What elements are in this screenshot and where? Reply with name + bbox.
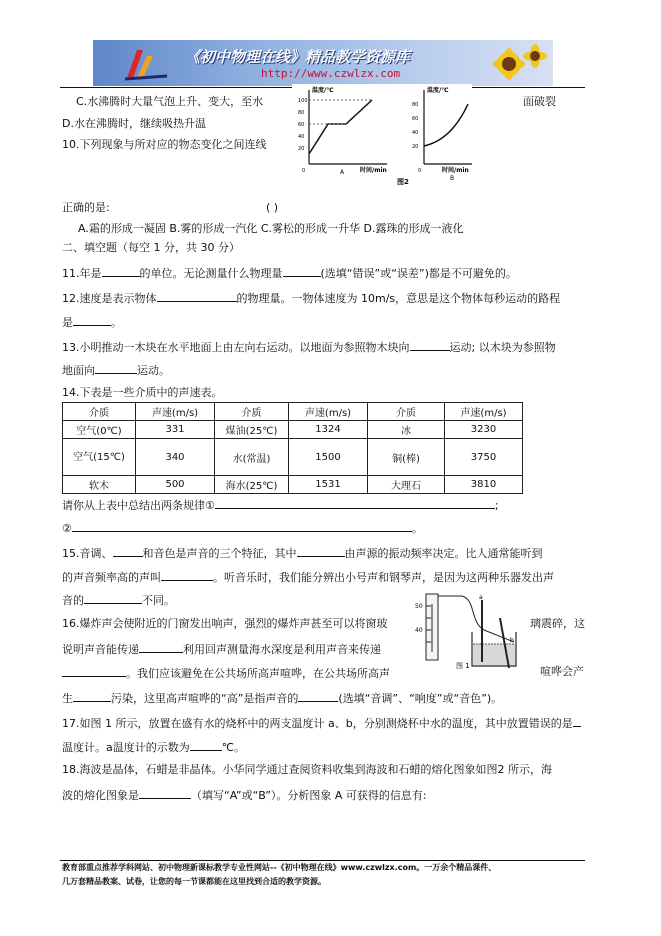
q10-stem: 10.下列现象与所对应的物态变化之间连线 (62, 138, 267, 151)
q13-line-1 (62, 339, 556, 355)
q15-line-3 (62, 592, 175, 608)
q12-blank-2[interactable] (73, 314, 111, 326)
table-cell: 大理石 (368, 476, 445, 494)
q15-blank-2[interactable] (297, 545, 345, 557)
q14-stem: 14.下表是一些介质中的声速表。 (62, 386, 223, 399)
q16-text-5: 生 (62, 692, 73, 705)
table-cell: 1500 (289, 439, 368, 476)
q15-text-1: 15.音调、 (62, 547, 113, 560)
table-row (63, 421, 523, 439)
fig2-right-ytick: 20 (412, 144, 419, 150)
table-row (63, 439, 523, 476)
table-cell: 煤油(25℃) (215, 421, 289, 439)
q11-text-2: 的单位。无论测量什么物理量 (139, 267, 283, 280)
table-cell: 冰 (368, 421, 445, 439)
table-row (63, 476, 523, 494)
q18-line-2 (62, 787, 427, 803)
fig2-right-xlabel: 时间/min (442, 167, 469, 174)
q18-blank-1[interactable] (139, 787, 191, 799)
table-cell: 海水(25℃) (215, 476, 289, 494)
q11-text-1: 11.年是 (62, 267, 102, 280)
logo-icon (123, 46, 169, 82)
q14-rule-2-marker: ② (62, 522, 72, 535)
table-header-cell: 介质 (63, 403, 136, 421)
fig2-right-label: B (450, 175, 455, 182)
q16-text-3: 利用回声测量海水深度是利用声音来传递 (183, 643, 381, 656)
q11-text-3: (选填“错误”或“误差”)都是不可避免的。 (320, 267, 517, 280)
q14-rule-2-end: 。 (411, 522, 423, 535)
sound-speed-table (62, 402, 523, 494)
fig1-probe-a: a (479, 594, 483, 601)
q12-text-3: 是 (62, 316, 73, 329)
q15-line-1 (62, 545, 543, 561)
table-header-cell: 声速(m/s) (289, 403, 368, 421)
q17-text-1: 17.如图 1 所示，放置在盛有水的烧杯中的两支温度计 a、b，分别测烧杯中水的温度，其中放置错误的是 (62, 717, 573, 730)
q11-blank-2[interactable] (283, 265, 321, 277)
q17-line-2 (62, 739, 245, 755)
q16-text-2: 说明声音能传递 (62, 643, 139, 656)
q16-line-2 (62, 641, 381, 657)
q18-text-2: 波的熔化图象是 (62, 789, 139, 802)
table-cell: 340 (136, 439, 215, 476)
table-cell: 3750 (445, 439, 523, 476)
q16-text-4: 。我们应该避免在公共场所高声喧哗，在公共场所高声 (126, 667, 390, 680)
fig2-right-ytick: 80 (412, 102, 419, 108)
table-cell: 软木 (63, 476, 136, 494)
q16-line-3-tail: 喧哗会产 (540, 665, 584, 678)
q9-option-c-tail: 面破裂 (523, 95, 556, 108)
q15-line-2 (62, 569, 554, 585)
figure-1-beaker-thermometers (412, 592, 524, 670)
fig2-left-ytick: 60 (298, 122, 305, 128)
q16-text-7: (选填“音调”、“响度”或“音色”)。 (338, 692, 503, 705)
q16-line-4 (62, 690, 502, 706)
table-cell: 331 (136, 421, 215, 439)
q14-rule-prompt: 请你从上表中总结出两条规律① (62, 499, 215, 512)
q12-line-2 (62, 314, 122, 330)
footer-rule (60, 860, 585, 861)
q15-blank-1[interactable] (113, 545, 143, 557)
q14-rule-2-blank[interactable] (72, 520, 412, 532)
table-cell: 500 (136, 476, 215, 494)
q15-text-7: 不同。 (142, 594, 175, 607)
fig1-caption: 图 1 (456, 662, 470, 670)
q16-blank-3[interactable] (73, 690, 111, 702)
fig2-left-ylabel: 温度/℃ (312, 87, 334, 94)
q15-text-6: 音的 (62, 594, 84, 607)
q16-line-3 (62, 665, 390, 681)
q13-blank-1[interactable] (410, 339, 450, 351)
q10-answer-paren: ( ) (266, 201, 279, 214)
table-cell: 铜(棒) (368, 439, 445, 476)
q11 (62, 265, 517, 281)
table-header-cell: 声速(m/s) (445, 403, 523, 421)
q15-text-2: 和音色是声音的三个特征，其中 (142, 547, 297, 560)
q16-blank-4[interactable] (298, 690, 338, 702)
q16-blank-2[interactable] (62, 665, 126, 677)
q15-blank-3[interactable] (161, 569, 213, 581)
table-cell: 1531 (289, 476, 368, 494)
table-header-cell: 介质 (215, 403, 289, 421)
q11-blank-1[interactable] (102, 265, 140, 277)
q15-text-3: 由声源的振动频率决定。比人通常能听到 (344, 547, 543, 560)
q15-text-4: 的声音频率高的声叫 (62, 571, 161, 584)
q13-text-3: 地面向 (62, 364, 95, 377)
fig2-left-label: A (340, 169, 345, 176)
fig2-left-ytick: 40 (298, 134, 305, 140)
q17-line-1 (62, 715, 581, 731)
q17-text-2: 温度计。a温度计的示数为 (62, 741, 190, 754)
fig2-right-origin: 0 (418, 168, 422, 174)
table-cell: 空气(15℃) (63, 439, 136, 476)
table-header-row (63, 403, 523, 421)
q12-blank-1[interactable] (157, 290, 237, 302)
fig2-caption: 图2 (397, 178, 409, 186)
fig1-probe-b: b (510, 637, 514, 644)
footer-line-2: 几万套精品教案、试卷，让您的每一节课都能在这里找到合适的教学资源。 (62, 877, 326, 886)
fig2-left-ytick: 20 (298, 146, 305, 152)
q12-text-2: 的物理量。一物体速度为 10m/s，意思是这个物体每秒运动的路程 (236, 292, 561, 305)
header-banner (93, 40, 553, 86)
q12-text-1: 12.速度是表示物体 (62, 292, 157, 305)
table-cell: 3810 (445, 476, 523, 494)
q13-blank-2[interactable] (95, 362, 137, 374)
q12-text-4: 。 (111, 316, 122, 329)
banner-title: 《初中物理在线》精品教学资源库 (185, 48, 411, 66)
q14-rule-1 (62, 497, 499, 513)
q15-text-5: 。听音乐时，我们能分辨出小号声和钢琴声，是因为这两种乐器发出声 (213, 571, 554, 584)
q16-line-1: 16.爆炸声会使附近的门窗发出响声，强烈的爆炸声甚至可以将窗玻 (62, 617, 388, 630)
q16-blank-1[interactable] (139, 641, 183, 653)
q18-text-3: （填写“A”或“B”）。分析图象 A 可获得的信息有: (191, 789, 427, 802)
sunflower-icon (489, 42, 549, 84)
fig2-right-ylabel: 温度/℃ (427, 87, 449, 94)
table-header-cell: 声速(m/s) (136, 403, 215, 421)
q18-line-1: 18.海波是晶体，石蜡是非晶体。小华同学通过查阅资料收集到海波和石蜡的熔化图象如图2 所示，海 (62, 763, 552, 776)
fig2-left-origin: 0 (302, 168, 306, 174)
figure-2-graphs (292, 84, 472, 188)
q9-option-d: D.水在沸腾时，继续吸热升温 (62, 117, 206, 130)
q13-text-1: 13.小明推动一木块在水平地面上由左向右运动。以地面为参照物木块向 (62, 341, 410, 354)
q10-options: A.霜的形成一凝固 B.雾的形成一汽化 C.雾松的形成一升华 D.露珠的形成一液化 (78, 222, 464, 235)
q10-correct-prefix: 正确的是: (62, 201, 110, 214)
q12-line-1 (62, 290, 560, 306)
q16-line-1-tail: 璃震碎，这 (530, 617, 585, 630)
q16-text-6: 污染，这里高声喧哗的“高”是指声音的 (111, 692, 299, 705)
table-cell: 1324 (289, 421, 368, 439)
fig1-tick: 40 (415, 627, 423, 634)
q13-text-4: 运动。 (137, 364, 170, 377)
q17-blank-2[interactable] (190, 739, 222, 751)
q17-blank-1[interactable] (573, 715, 581, 727)
q9-option-c: C.水沸腾时大量气泡上升、变大，至水 (76, 95, 264, 108)
fig2-right-ytick: 40 (412, 130, 419, 136)
fig2-left-xlabel: 时间/min (360, 167, 387, 174)
table-header-cell: 介质 (368, 403, 445, 421)
table-cell: 3230 (445, 421, 523, 439)
q17-text-3: ℃。 (221, 741, 246, 754)
footer-line-1: 教育部重点推荐学科网站、初中物理新课标教学专业性网站--《初中物理在线》www.czwlzx.com。一万余个精品课件、 (62, 863, 497, 872)
fig1-tick: 50 (415, 603, 423, 610)
q13-text-2: 运动; 以木块为参照物 (449, 341, 556, 354)
table-cell: 空气(0℃) (63, 421, 136, 439)
q15-blank-4[interactable] (84, 592, 142, 604)
q14-rule-1-blank[interactable] (215, 497, 495, 509)
table-cell: 水(常温) (215, 439, 289, 476)
section-2-title: 二、填空题（每空 1 分，共 30 分） (62, 241, 240, 254)
fig2-left-ytick: 80 (298, 110, 305, 116)
q14-rule-1-end: ; (494, 499, 499, 512)
q14-rule-2 (62, 520, 423, 536)
fig2-right-ytick: 60 (412, 116, 419, 122)
fig2-left-ytick: 100 (298, 98, 308, 104)
q13-line-2 (62, 362, 170, 378)
banner-url: http://www.czwlzx.com (261, 67, 401, 80)
